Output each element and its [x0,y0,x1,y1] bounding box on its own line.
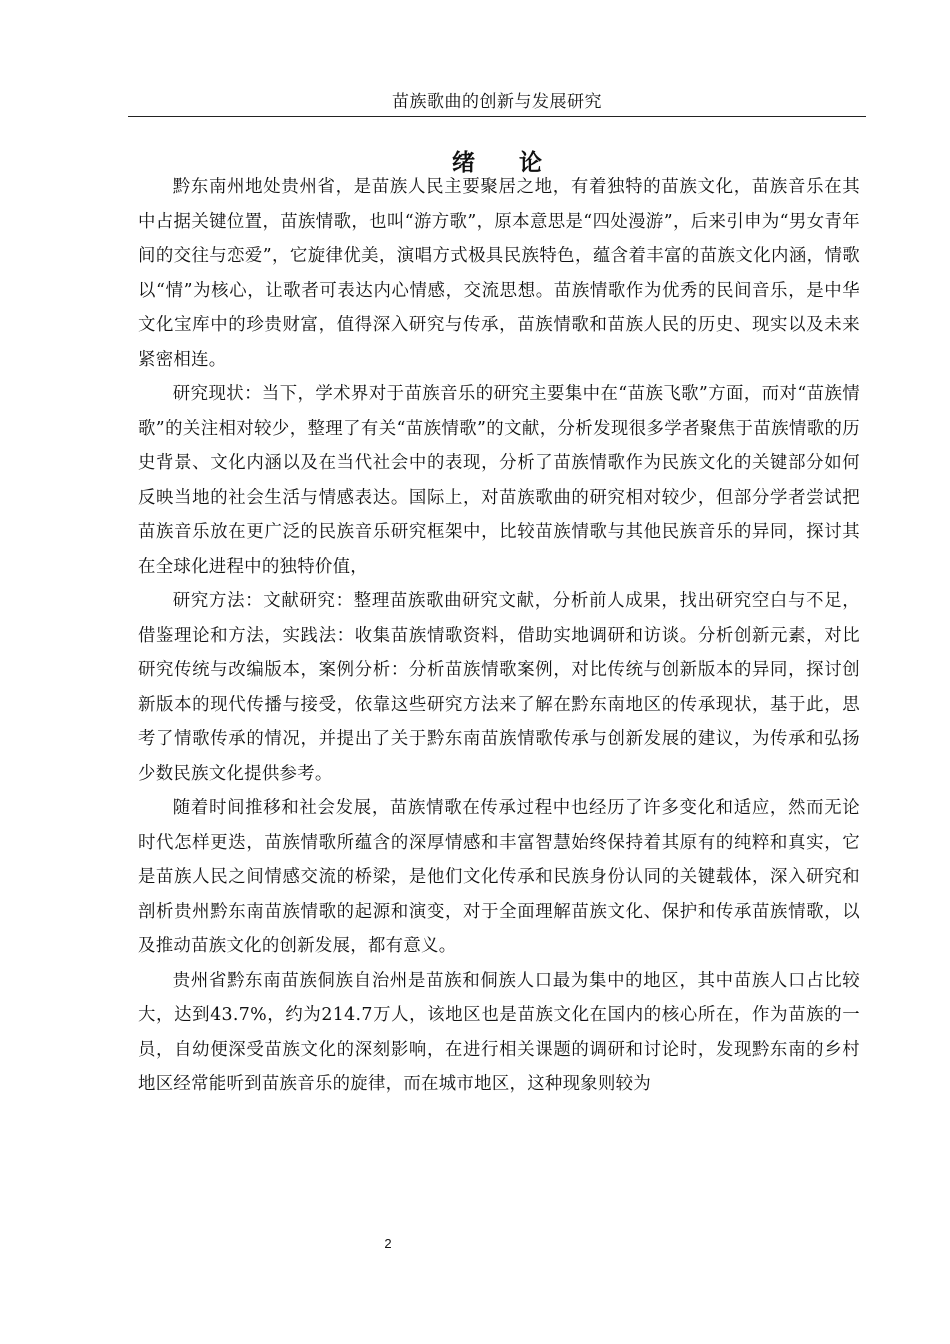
paragraph: 随着时间推移和社会发展，苗族情歌在传承过程中也经历了许多变化和适应，然而无论时代怎样更迭，苗族情歌所蕴含的深厚情感和丰富智慧始终保持着其原有的纯粹和真实，它是苗族人民之间情感交流的桥梁，是他们文化传承和民族身份认同的关键载体，深入研究和剖析贵州黔东南苗族情歌的起源和演变，对于全面理解苗族文化、保护和传承苗族情歌，以及推动苗族文化的创新发展，都有意义。 [138,798,860,956]
body-text [138,170,860,1102]
paragraph: 研究现状：当下，学术界对于苗族音乐的研究主要集中在“苗族飞歌”方面，而对“苗族情歌”的关注相对较少，整理了有关“苗族情歌”的文献，分析发现很多学者聚焦于苗族情歌的历史背景、文化内涵以及在当代社会中的表现，分析了苗族情歌作为民族文化的关键部分如何反映当地的社会生活与情感表达。国际上，对苗族歌曲的研究相对较少，但部分学者尝试把苗族音乐放在更广泛的民族音乐研究框架中，比较苗族情歌与其他民族音乐的异同，探讨其在全球化进程中的独特价值， [138,384,860,577]
paragraph: 黔东南州地处贵州省，是苗族人民主要聚居之地，有着独特的苗族文化，苗族音乐在其中占据关键位置，苗族情歌，也叫“游方歌”，原本意思是“四处漫游”，后来引申为“男女青年间的交往与恋爱”，它旋律优美，演唱方式极具民族特色，蕴含着丰富的苗族文化内涵，情歌以“情”为核心，让歌者可表达内心情感，交流思想。苗族情歌作为优秀的民间音乐，是中华文化宝库中的珍贵财富，值得深入研究与传承，苗族情歌和苗族人民的历史、现实以及未来紧密相连。 [138,177,860,370]
paragraph: 研究方法：文献研究：整理苗族歌曲研究文献，分析前人成果，找出研究空白与不足，借鉴理论和方法，实践法：收集苗族情歌资料，借助实地调研和访谈。分析创新元素，对比研究传统与改编版本，案例分析：分析苗族情歌案例，对比传统与创新版本的异同，探讨创新版本的现代传播与接受，依靠这些研究方法来了解在黔东南地区的传承现状，基于此，思考了情歌传承的情况，并提出了关于黔东南苗族情歌传承与创新发展的建议，为传承和弘扬少数民族文化提供参考。 [138,591,860,784]
paragraph: 贵州省黔东南苗族侗族自治州是苗族和侗族人口最为集中的地区，其中苗族人口占比较大，达到43.7%，约为214.7万人，该地区也是苗族文化在国内的核心所在，作为苗族的一员，自幼便深受苗族文化的深刻影响，在进行相关课题的调研和讨论时，发现黔东南的乡村地区经常能听到苗族音乐的旋律，而在城市地区，这种现象则较为 [138,970,860,1094]
header-divider [128,116,866,117]
running-header: 苗族歌曲的创新与发展研究 [392,92,602,112]
section-heading: 绪论 [452,149,586,176]
page-number: 2 [384,1236,392,1251]
